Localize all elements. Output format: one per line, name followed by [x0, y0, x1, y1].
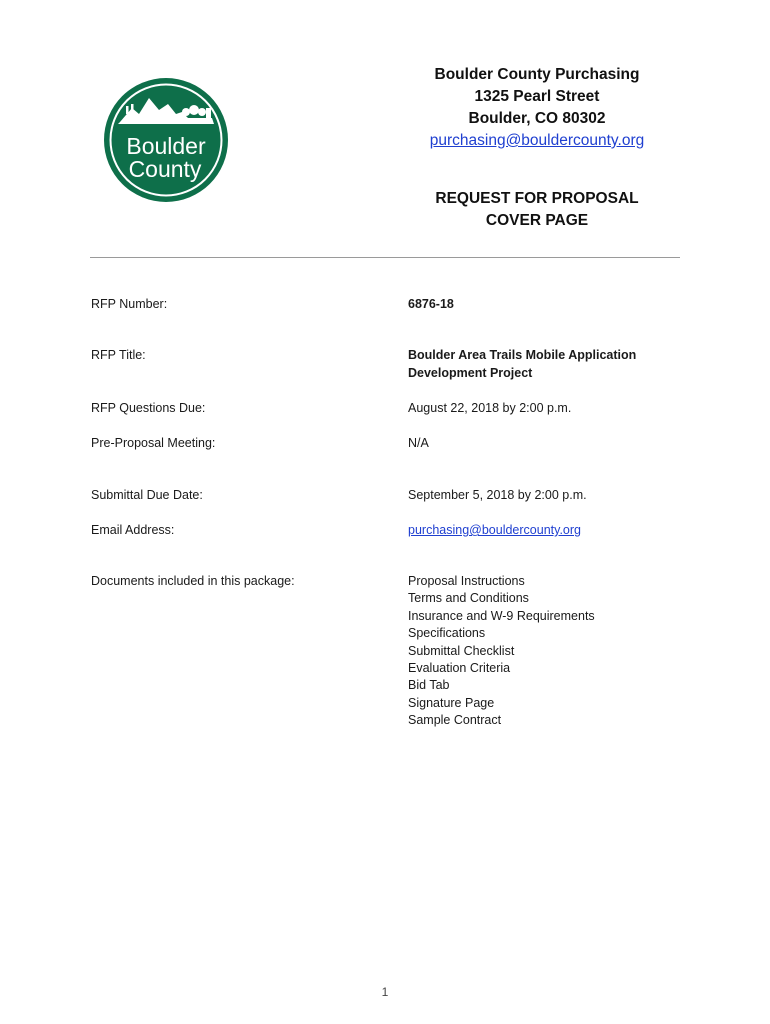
rfp-title-label: RFP Title:	[91, 348, 146, 362]
list-item: Terms and Conditions	[408, 591, 529, 606]
email-address-label: Email Address:	[91, 523, 175, 537]
questions-due-value: August 22, 2018 by 2:00 p.m.	[408, 401, 572, 415]
boulder-county-logo	[102, 74, 230, 206]
boulder-county-logo-icon	[102, 74, 230, 206]
rfp-number-value: 6876-18	[408, 297, 454, 311]
org-name: Boulder County Purchasing	[434, 66, 640, 83]
logo-text-line1: Boulder	[126, 133, 206, 159]
list-item: Sample Contract	[408, 713, 502, 728]
list-item: Evaluation Criteria	[408, 661, 511, 676]
horizontal-divider	[90, 257, 680, 258]
submittal-due-label: Submittal Due Date:	[91, 488, 203, 502]
rfp-title-line-1: Boulder Area Trails Mobile Application	[408, 348, 637, 362]
rfp-title-line-2: Development Project	[408, 365, 533, 380]
list-item: Bid Tab	[408, 678, 450, 693]
title-line-2: COVER PAGE	[485, 212, 589, 229]
pre-proposal-value: N/A	[408, 436, 429, 450]
city-state-zip: Boulder, CO 80302	[468, 110, 606, 127]
title-line-1: REQUEST FOR PROPOSAL	[435, 190, 639, 207]
email-address-link[interactable]: purchasing@bouldercounty.org	[408, 523, 581, 537]
document-title	[392, 188, 682, 232]
list-item: Submittal Checklist	[408, 643, 515, 658]
submittal-due-value: September 5, 2018 by 2:00 p.m.	[408, 488, 587, 502]
logo-text-line2: County	[128, 156, 202, 182]
questions-due-label: RFP Questions Due:	[91, 401, 206, 415]
rfp-title-value	[408, 347, 678, 382]
list-item: Proposal Instructions	[408, 574, 525, 588]
street-address: 1325 Pearl Street	[474, 88, 600, 105]
rfp-number-label: RFP Number:	[91, 297, 168, 311]
documents-label: Documents included in this package:	[91, 574, 295, 588]
list-item: Specifications	[408, 626, 486, 641]
documents-list	[408, 573, 678, 730]
purchasing-address-block	[392, 64, 682, 152]
pre-proposal-label: Pre-Proposal Meeting:	[91, 436, 216, 450]
header-email-link[interactable]: purchasing@bouldercounty.org	[429, 132, 645, 149]
list-item: Signature Page	[408, 695, 495, 710]
list-item: Insurance and W-9 Requirements	[408, 608, 595, 623]
page-number: 1	[381, 985, 389, 999]
